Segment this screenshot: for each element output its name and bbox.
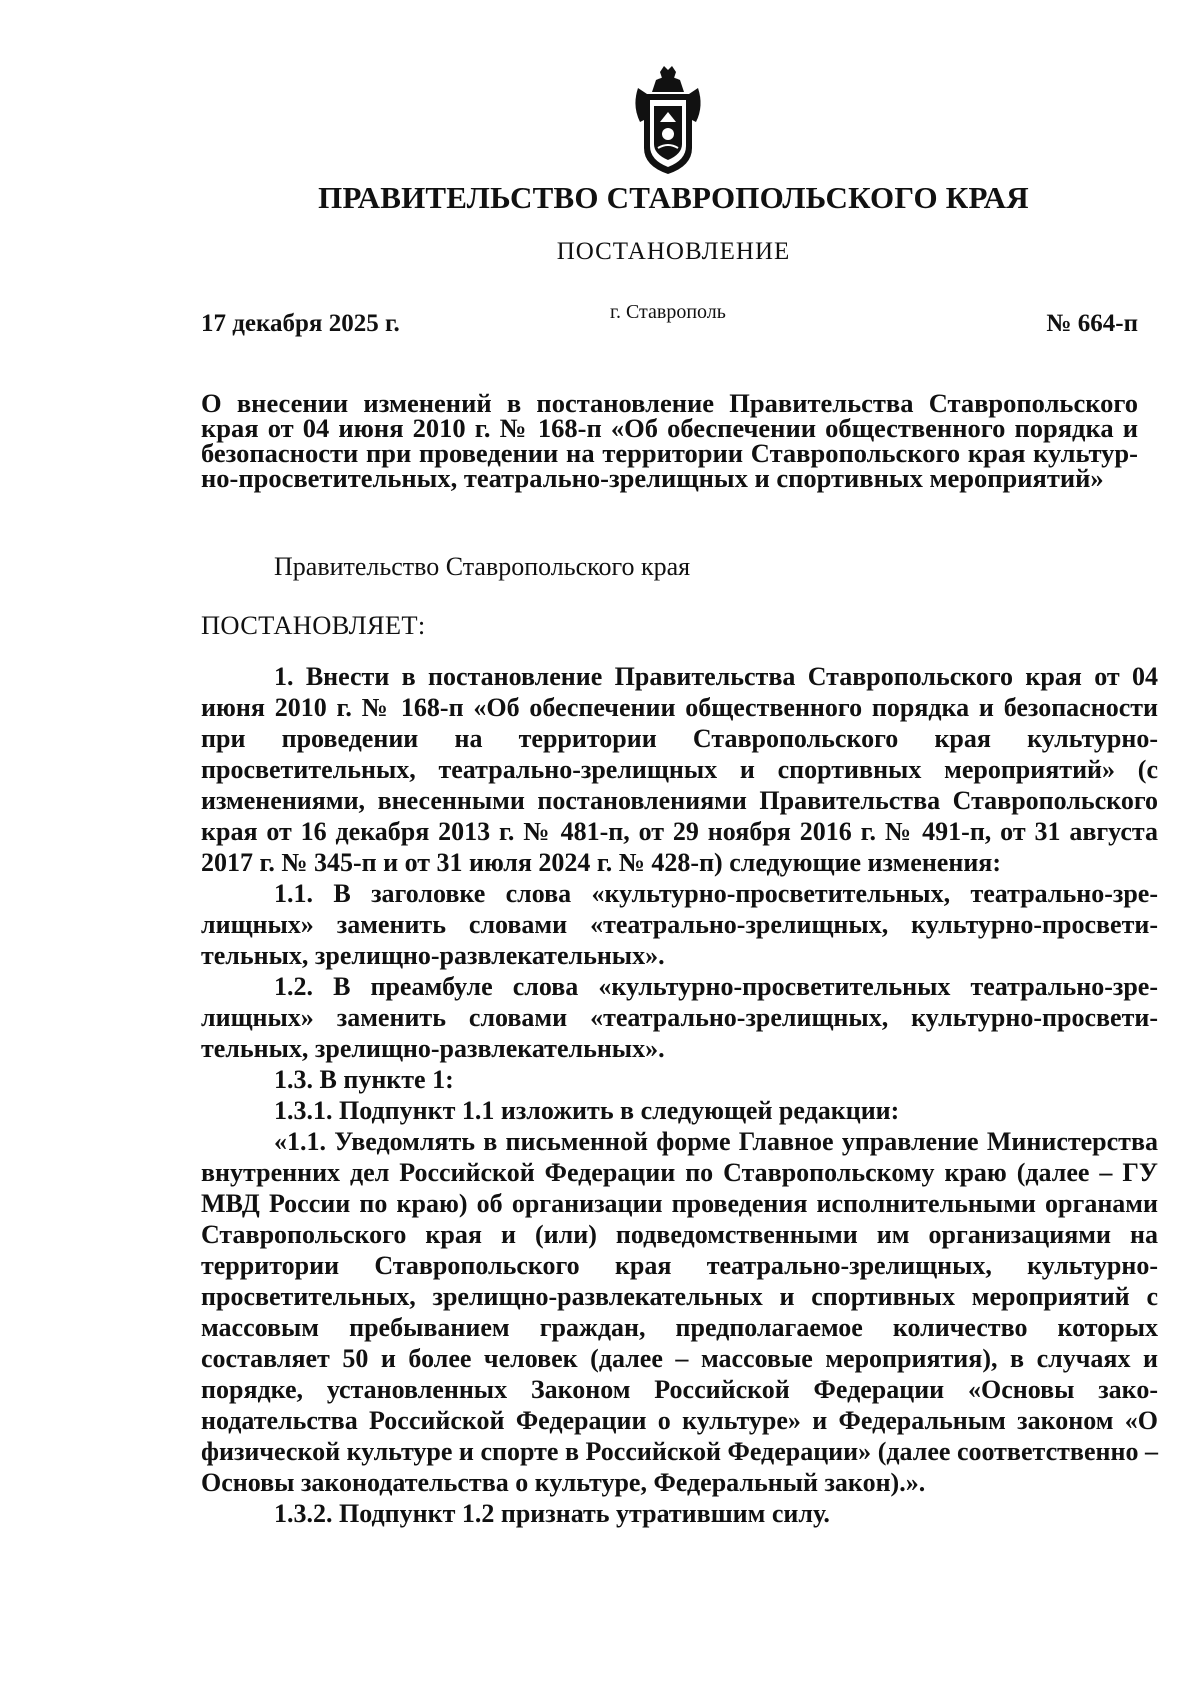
document-subject: О внесении изменений в постановление Правительства Ставропольского края от 04 июня 2010 г. № 168-п «Об обеспечении общественного порядка и безопасности при проведении на территории Ставропольского края культурно-просветительных, театрально-зрелищных и спортивных мероприятий»: [201, 388, 1138, 493]
paragraph-1-3: 1.3. В пункте 1:: [274, 1065, 454, 1094]
paragraph-1-1: 1.1. В заголовке слова «культурно-просветительных, театрально-зрелищных» заменить словами «театрально-зрелищных, культурно-просветительных, зрелищно-развлекательных».: [201, 879, 1158, 970]
preamble-government: Правительство Ставропольского края: [274, 552, 691, 581]
paragraph-1-2: 1.2. В преамбуле слова «культурно-просветительных театрально-зрелищных» заменить словами «театрально-зрелищных, культурно-просветительных, зрелищно-развлекательных».: [201, 972, 1158, 1063]
paragraph-1-3-2: 1.3.2. Подпункт 1.2 признать утратившим силу.: [274, 1499, 830, 1528]
organization-title: ПРАВИТЕЛЬСТВО СТАВРОПОЛЬСКОГО КРАЯ: [318, 180, 1029, 215]
paragraph-1: 1. Внести в постановление Правительства Ставропольского края от 04 июня 2010 г. № 168-п «Об обеспечении общественного порядка и безопасности при проведении на территории Ставропольского края культурно-просветительных, театрально-зрелищных и спортивных мероприятий» (с изменениями, внесенными постановлениями Правительства Ставропольского края от 16 декабря 2013 г. № 481-п, от 29 ноября 2016 г. № 491-п, от 31 августа 2017 г. № 345-п и от 31 июля 2024 г. № 428-п) следующие изменения:: [201, 662, 1158, 877]
document-number: № 664-п: [1046, 310, 1138, 337]
document-type: ПОСТАНОВЛЕНИЕ: [556, 238, 791, 265]
document-date: 17 декабря 2025 г.: [201, 310, 400, 337]
stavropol-coat-of-arms-icon: [630, 66, 706, 176]
paragraph-1-3-1: 1.3.1. Подпункт 1.1 изложить в следующей редакции:: [274, 1096, 900, 1125]
document-body: [201, 661, 1158, 1529]
preamble-decrees: ПОСТАНОВЛЯЕТ:: [201, 610, 426, 640]
document-city: г. Ставрополь: [610, 301, 726, 323]
paragraph-1-1-quoted: «1.1. Уведомлять в письменной форме Главное управление Министерства внутренних дел Российской Федерации по Ставропольскому краю (далее – ГУ МВД России по краю) об организации проведения исполнительными органами Ставропольского края и (или) подведомственными им организациями на территории Ставропольского края театрально-зрелищных, культурно-просветительных, зрелищно-развлекательных и спортивных мероприятий с массовым пребыванием граждан, предполагаемое количество которых составляет 50 и более человек (далее – массовые мероприятия), в случаях и порядке, установленных Законом Российской Федерации «Основы законодательства Российской Федерации о культуре» и Федеральным законом «О физической культуре и спорте в Российской Федерации» (далее соответственно – Основы законодательства о культуре, Федеральный закон).».: [201, 1127, 1158, 1497]
